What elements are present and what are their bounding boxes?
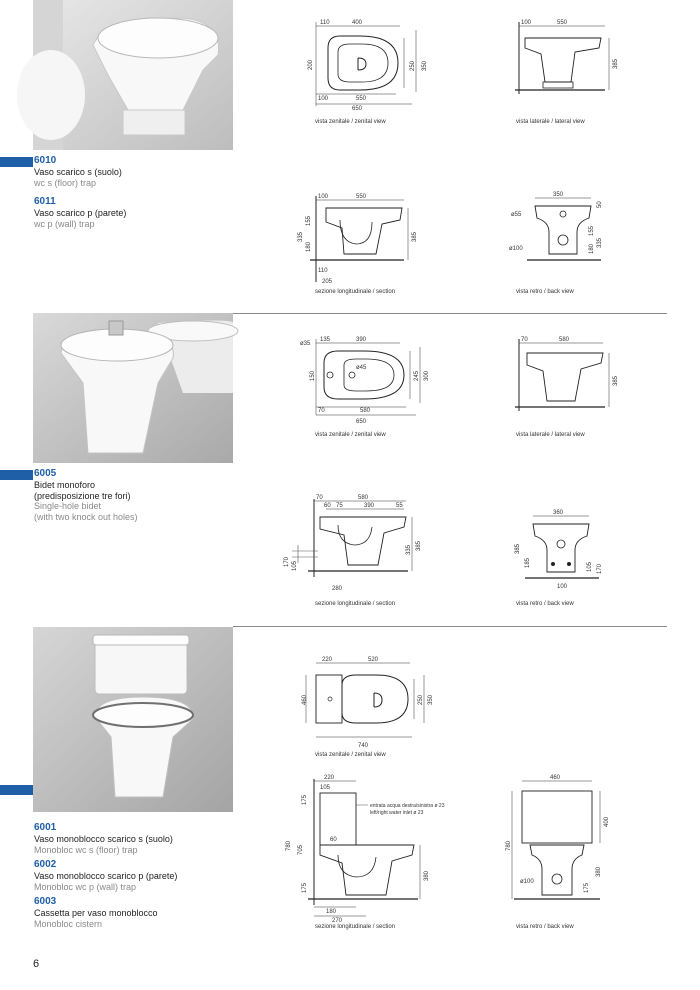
product-name-it: Vaso monoblocco scarico s (suolo) bbox=[34, 834, 173, 844]
dim-label: 110 bbox=[318, 268, 328, 274]
drawing-side-view bbox=[505, 18, 625, 103]
product-photo-wc bbox=[33, 0, 233, 150]
dim-label: 385 bbox=[613, 375, 619, 386]
drawing-back-view bbox=[505, 192, 615, 277]
product-name-en: wc s (floor) trap bbox=[34, 177, 97, 188]
water-inlet-note: left/right water inlet ø 23 bbox=[370, 810, 424, 816]
dim-label: 360 bbox=[553, 510, 564, 516]
dim-label: 100 bbox=[318, 96, 329, 102]
caption-section-view: sezione longitudinale / section bbox=[315, 601, 396, 607]
dim-label: 185 bbox=[525, 557, 531, 568]
dim-label: 380 bbox=[424, 870, 430, 881]
product-name-en: Monobloc wc p (wall) trap bbox=[34, 881, 137, 892]
dim-label: 60 bbox=[330, 837, 337, 843]
dim-label: 175 bbox=[302, 794, 308, 805]
dim-label: 335 bbox=[406, 544, 412, 555]
dim-label: 300 bbox=[424, 370, 430, 381]
drawing-section-view bbox=[300, 192, 430, 292]
dim-label: 780 bbox=[506, 840, 512, 851]
dim-label: 460 bbox=[550, 775, 561, 781]
dim-label: 705 bbox=[298, 844, 304, 855]
dim-label: 580 bbox=[360, 408, 371, 414]
dim-label: 100 bbox=[521, 20, 532, 26]
caption-top-view: vista zenitale / zenital view bbox=[315, 432, 386, 438]
caption-back-view: vista retro / back view bbox=[516, 601, 574, 607]
dim-label: 135 bbox=[320, 337, 331, 343]
dim-label: ø100 bbox=[520, 879, 534, 885]
dim-label: ø35 bbox=[300, 341, 311, 347]
dim-label: 650 bbox=[356, 419, 367, 425]
caption-top-view: vista zenitale / zenital view bbox=[315, 752, 386, 758]
dim-label: ø55 bbox=[511, 212, 522, 218]
dim-label: 200 bbox=[308, 59, 314, 70]
caption-section-view: sezione longitudinale / section bbox=[315, 924, 396, 930]
dim-label: 400 bbox=[352, 20, 363, 26]
dim-label: 550 bbox=[356, 96, 367, 102]
product-code: 6002 bbox=[34, 859, 57, 870]
drawing-section-view bbox=[280, 775, 450, 925]
product-info-6010-6011 bbox=[34, 155, 224, 229]
product-name-it: Bidet monoforo bbox=[34, 480, 96, 490]
dim-label: 70 bbox=[316, 495, 323, 501]
dim-label: 180 bbox=[326, 909, 337, 915]
dim-label: 350 bbox=[428, 694, 434, 705]
dim-label: 60 bbox=[324, 503, 331, 509]
drawing-section-view bbox=[278, 495, 428, 600]
drawing-top-view bbox=[300, 655, 450, 755]
dim-label: 180 bbox=[306, 241, 312, 252]
dim-label: 780 bbox=[286, 840, 292, 851]
product-name-en: Monobloc wc s (floor) trap bbox=[34, 844, 138, 855]
drawing-back-view bbox=[505, 510, 615, 600]
product-name-it: Cassetta per vaso monoblocco bbox=[34, 908, 158, 918]
dim-label: 50 bbox=[597, 201, 603, 208]
product-code: 6001 bbox=[34, 822, 57, 833]
drawing-top-view bbox=[300, 335, 450, 432]
dim-label: 280 bbox=[332, 586, 343, 592]
product-name-en: Monobloc cistern bbox=[34, 918, 103, 929]
product-name-it-2: (predisposizione tre fori) bbox=[34, 490, 131, 501]
dim-label: 55 bbox=[396, 503, 403, 509]
dim-label: 220 bbox=[324, 775, 335, 781]
product-info-6001-6003 bbox=[34, 822, 224, 929]
dim-label: 380 bbox=[596, 866, 602, 877]
section-divider bbox=[233, 313, 667, 314]
dim-label: 205 bbox=[322, 279, 333, 285]
page-number: 6 bbox=[33, 958, 40, 970]
dim-label: 175 bbox=[584, 882, 590, 893]
dim-label: 105 bbox=[587, 561, 593, 572]
dim-label: 110 bbox=[320, 20, 330, 26]
dim-label: 70 bbox=[318, 408, 325, 414]
caption-back-view: vista retro / back view bbox=[516, 289, 574, 295]
product-name-it: Vaso scarico p (parete) bbox=[34, 208, 127, 218]
dim-label: 650 bbox=[352, 106, 363, 112]
caption-top-view: vista zenitale / zenital view bbox=[315, 119, 386, 125]
caption-back-view: vista retro / back view bbox=[516, 924, 574, 930]
section-divider bbox=[233, 626, 667, 627]
dim-label: 385 bbox=[515, 543, 521, 554]
dim-label: 520 bbox=[368, 657, 379, 663]
caption-side-view: vista laterale / lateral view bbox=[516, 119, 585, 125]
dim-label: ø45 bbox=[356, 365, 367, 371]
dim-label: 335 bbox=[298, 231, 304, 242]
product-name-en: Single-hole bidet bbox=[34, 501, 102, 511]
dim-label: 250 bbox=[410, 60, 416, 71]
drawing-back-view bbox=[500, 775, 620, 925]
dim-label: 580 bbox=[559, 337, 570, 343]
dim-label: 580 bbox=[358, 495, 369, 501]
accent-bar bbox=[0, 470, 33, 480]
dim-label: 385 bbox=[416, 540, 422, 551]
water-inlet-note: entrata acqua destra/sinistra ø 23 bbox=[370, 803, 445, 809]
dim-label: 170 bbox=[284, 556, 290, 567]
product-name-it: Vaso scarico s (suolo) bbox=[34, 167, 122, 177]
product-name-it: Vaso monoblocco scarico p (parete) bbox=[34, 871, 178, 881]
accent-bar bbox=[0, 157, 33, 167]
drawing-side-view bbox=[505, 335, 625, 420]
dim-label: 350 bbox=[553, 192, 564, 198]
dim-label: 150 bbox=[310, 370, 316, 381]
dim-label: 100 bbox=[557, 584, 568, 590]
product-code: 6011 bbox=[34, 196, 56, 207]
dim-label: 270 bbox=[332, 918, 343, 924]
dim-label: 180 bbox=[589, 243, 595, 254]
product-code: 6010 bbox=[34, 155, 57, 166]
product-info-6005 bbox=[34, 468, 224, 522]
dim-label: 385 bbox=[412, 231, 418, 242]
accent-bar bbox=[0, 785, 33, 795]
product-name-en-2: (with two knock out holes) bbox=[34, 511, 138, 522]
dim-label: 155 bbox=[589, 225, 595, 236]
dim-label: 175 bbox=[302, 882, 308, 893]
dim-label: 390 bbox=[364, 503, 375, 509]
dim-label: 460 bbox=[302, 694, 308, 705]
dim-label: 250 bbox=[418, 694, 424, 705]
dim-label: 220 bbox=[322, 657, 333, 663]
dim-label: 350 bbox=[422, 60, 428, 71]
dim-label: 70 bbox=[521, 337, 528, 343]
dim-label: 550 bbox=[356, 194, 367, 200]
dim-label: 740 bbox=[358, 743, 369, 749]
product-photo-bidet bbox=[33, 313, 233, 463]
dim-label: 170 bbox=[597, 563, 603, 574]
caption-side-view: vista laterale / lateral view bbox=[516, 432, 585, 438]
dim-label: 335 bbox=[597, 237, 603, 248]
dim-label: 75 bbox=[336, 503, 343, 509]
caption-section-view: sezione longitudinale / section bbox=[315, 289, 396, 295]
dim-label: ø100 bbox=[509, 246, 523, 252]
dim-label: 385 bbox=[613, 58, 619, 69]
dim-label: 100 bbox=[318, 194, 329, 200]
dim-label: 105 bbox=[292, 560, 298, 571]
product-code: 6005 bbox=[34, 468, 57, 479]
dim-label: 245 bbox=[414, 370, 420, 381]
drawing-top-view bbox=[300, 18, 450, 118]
product-code: 6003 bbox=[34, 896, 57, 907]
dim-label: 550 bbox=[557, 20, 568, 26]
product-name-en: wc p (wall) trap bbox=[34, 218, 95, 229]
product-photo-monobloc bbox=[33, 627, 233, 812]
dim-label: 400 bbox=[604, 816, 610, 827]
dim-label: 105 bbox=[320, 785, 331, 791]
dim-label: 155 bbox=[306, 215, 312, 226]
dim-label: 390 bbox=[356, 337, 367, 343]
